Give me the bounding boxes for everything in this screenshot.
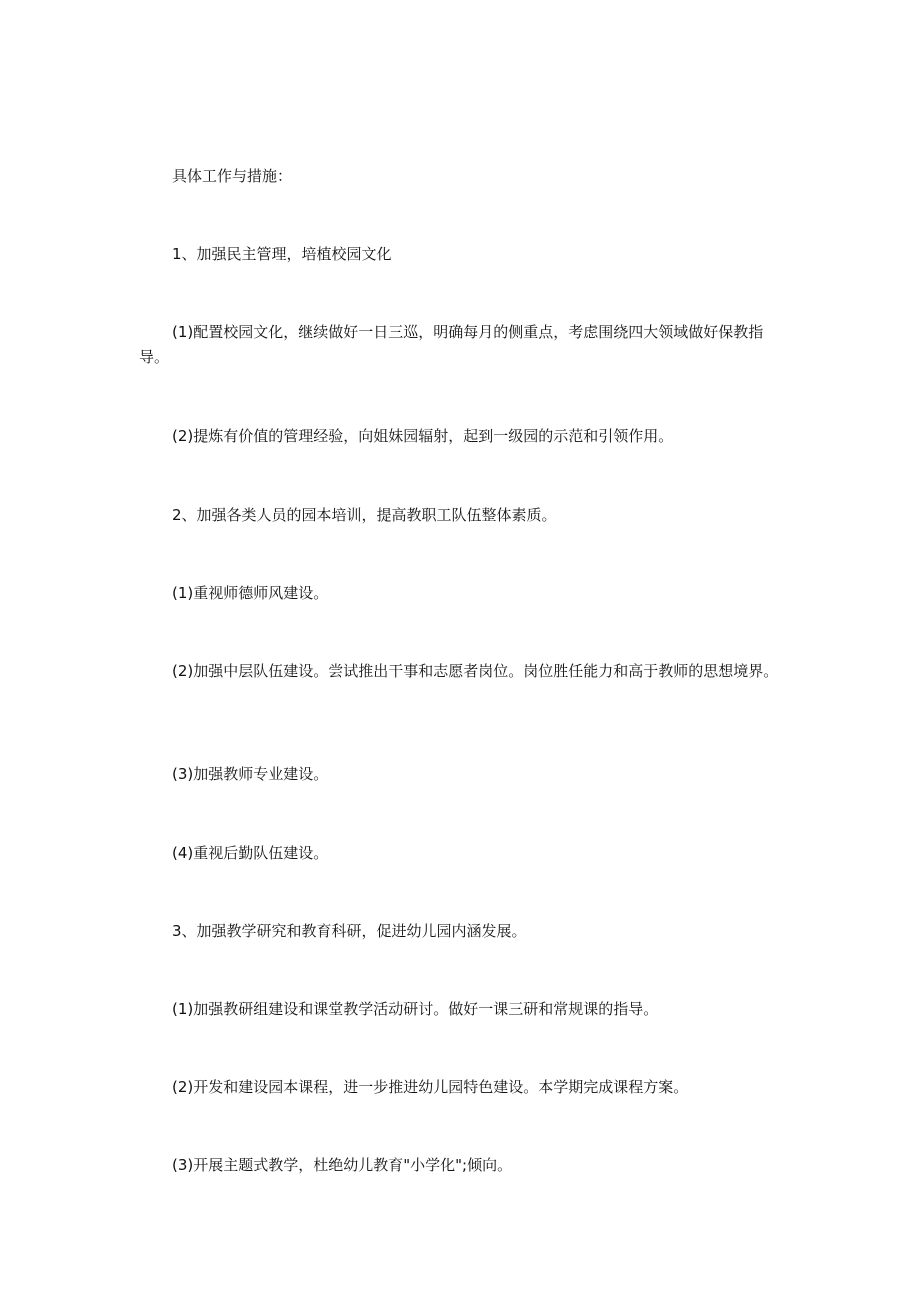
heading-2: 2、加强各类人员的园本培训，提高教职工队伍整体素质。 bbox=[172, 506, 557, 524]
heading-1: 1、加强民主管理，培植校园文化 bbox=[172, 245, 392, 263]
paragraph-3-1: (1)加强教研组建设和课堂教学活动研讨。做好一课三研和常规课的指导。 bbox=[172, 1000, 659, 1018]
paragraph-2-2: (2)加强中层队伍建设。尝试推出干事和志愿者岗位。岗位胜任能力和高于教师的思想境界。 bbox=[172, 662, 779, 680]
paragraph-1-2: (2)提炼有价值的管理经验，向姐妹园辐射，起到一级园的示范和引领作用。 bbox=[172, 427, 674, 445]
paragraph-2-1: (1)重视师德师风建设。 bbox=[172, 584, 329, 602]
heading-3: 3、加强教学研究和教育科研，促进幼儿园内涵发展。 bbox=[172, 922, 527, 940]
paragraph-3-2: (2)开发和建设园本课程，进一步推进幼儿园特色建设。本学期完成课程方案。 bbox=[172, 1078, 689, 1096]
section-intro: 具体工作与措施： bbox=[172, 167, 293, 185]
paragraph-1-1: (1)配置校园文化，继续做好一日三巡，明确每月的侧重点，考虑围绕四大领域做好保教指导。 bbox=[139, 323, 764, 366]
paragraph-3-3: (3)开展主题式教学，杜绝幼儿教育"小学化";倾向。 bbox=[172, 1156, 513, 1174]
paragraph-2-3: (3)加强教师专业建设。 bbox=[172, 765, 329, 783]
paragraph-2-4: (4)重视后勤队伍建设。 bbox=[172, 844, 329, 862]
